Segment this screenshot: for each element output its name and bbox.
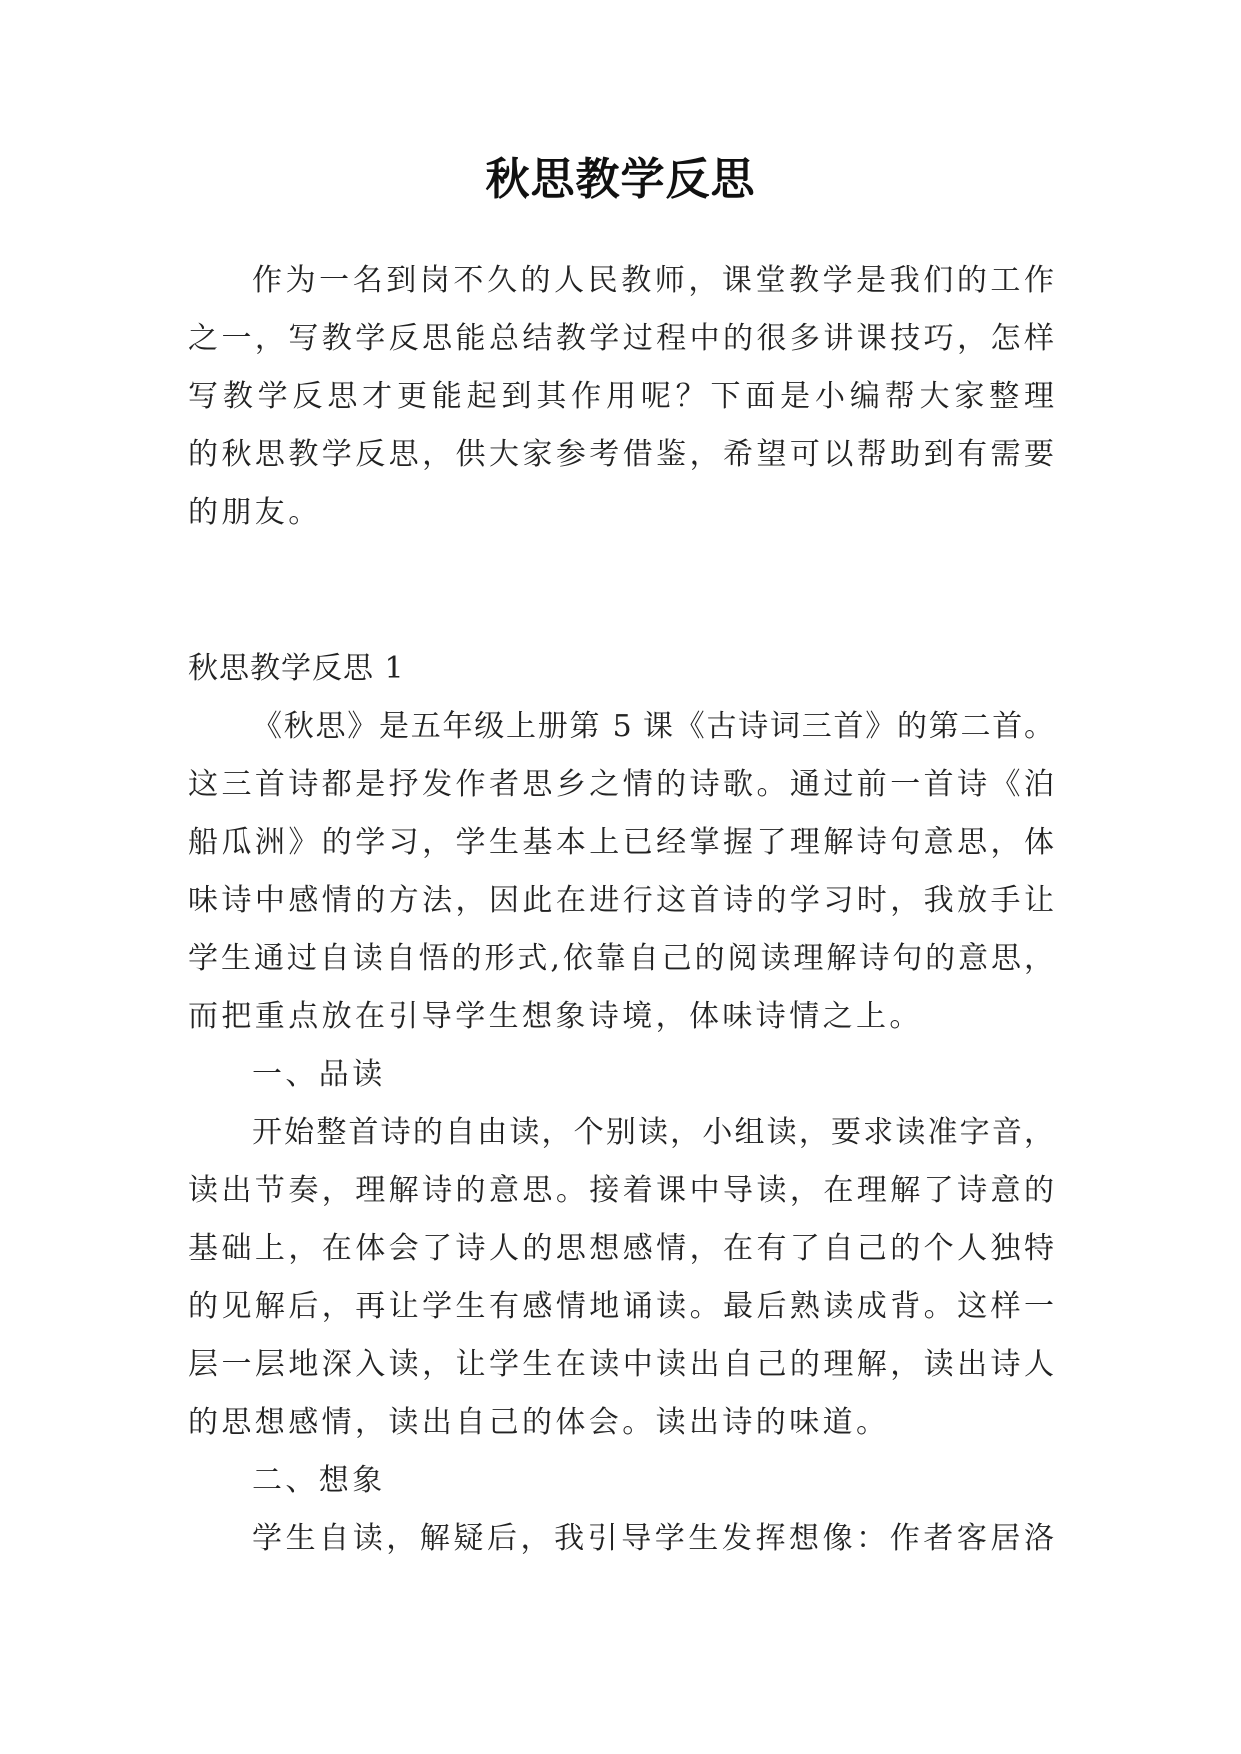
body-line: 《秋思》是五年级上册第 5 课《古诗词三首》的第二首。 bbox=[252, 709, 1054, 744]
section-heading: 秋思教学反思 1 bbox=[188, 651, 405, 686]
document-title: 秋思教学反思 bbox=[485, 154, 756, 205]
subheading-xiangxiang: 二、想象 bbox=[252, 1463, 386, 1498]
subheading-pindu: 一、品读 bbox=[252, 1057, 386, 1092]
body-line: 味诗中感情的方法，因此在进行这首诗的学习时，我放手让 bbox=[188, 883, 1054, 918]
body-line: 基础上，在体会了诗人的思想感情，在有了自己的个人独特 bbox=[188, 1231, 1054, 1266]
body-line: 读出节奏，理解诗的意思。接着课中导读，在理解了诗意的 bbox=[188, 1173, 1054, 1208]
body-line: 船瓜洲》的学习，学生基本上已经掌握了理解诗句意思，体 bbox=[188, 825, 1054, 860]
intro-line: 写教学反思才更能起到其作用呢？下面是小编帮大家整理 bbox=[188, 379, 1054, 414]
body-line: 层一层地深入读，让学生在读中读出自己的理解，读出诗人 bbox=[188, 1347, 1054, 1382]
intro-paragraph bbox=[188, 252, 1054, 542]
body-line: 的思想感情，读出自己的体会。读出诗的味道。 bbox=[188, 1405, 890, 1440]
intro-line: 作为一名到岗不久的人民教师，课堂教学是我们的工作 bbox=[252, 263, 1054, 298]
body-line: 学生自读，解疑后，我引导学生发挥想像：作者客居洛 bbox=[252, 1521, 1054, 1556]
body-line: 开始整首诗的自由读，个别读，小组读，要求读准字音， bbox=[252, 1115, 1054, 1150]
body-text bbox=[188, 698, 1054, 1568]
body-line: 而把重点放在引导学生想象诗境，体味诗情之上。 bbox=[188, 999, 923, 1034]
body-line: 学生通过自读自悟的形式,依靠自己的阅读理解诗句的意思， bbox=[188, 941, 1054, 976]
body-line: 的见解后，再让学生有感情地诵读。最后熟读成背。这样一 bbox=[188, 1289, 1054, 1324]
intro-line: 的秋思教学反思，供大家参考借鉴，希望可以帮助到有需要 bbox=[188, 437, 1054, 472]
body-line: 这三首诗都是抒发作者思乡之情的诗歌。通过前一首诗《泊 bbox=[188, 767, 1054, 802]
intro-line: 的朋友。 bbox=[188, 495, 322, 530]
intro-line: 之一，写教学反思能总结教学过程中的很多讲课技巧，怎样 bbox=[188, 321, 1054, 356]
